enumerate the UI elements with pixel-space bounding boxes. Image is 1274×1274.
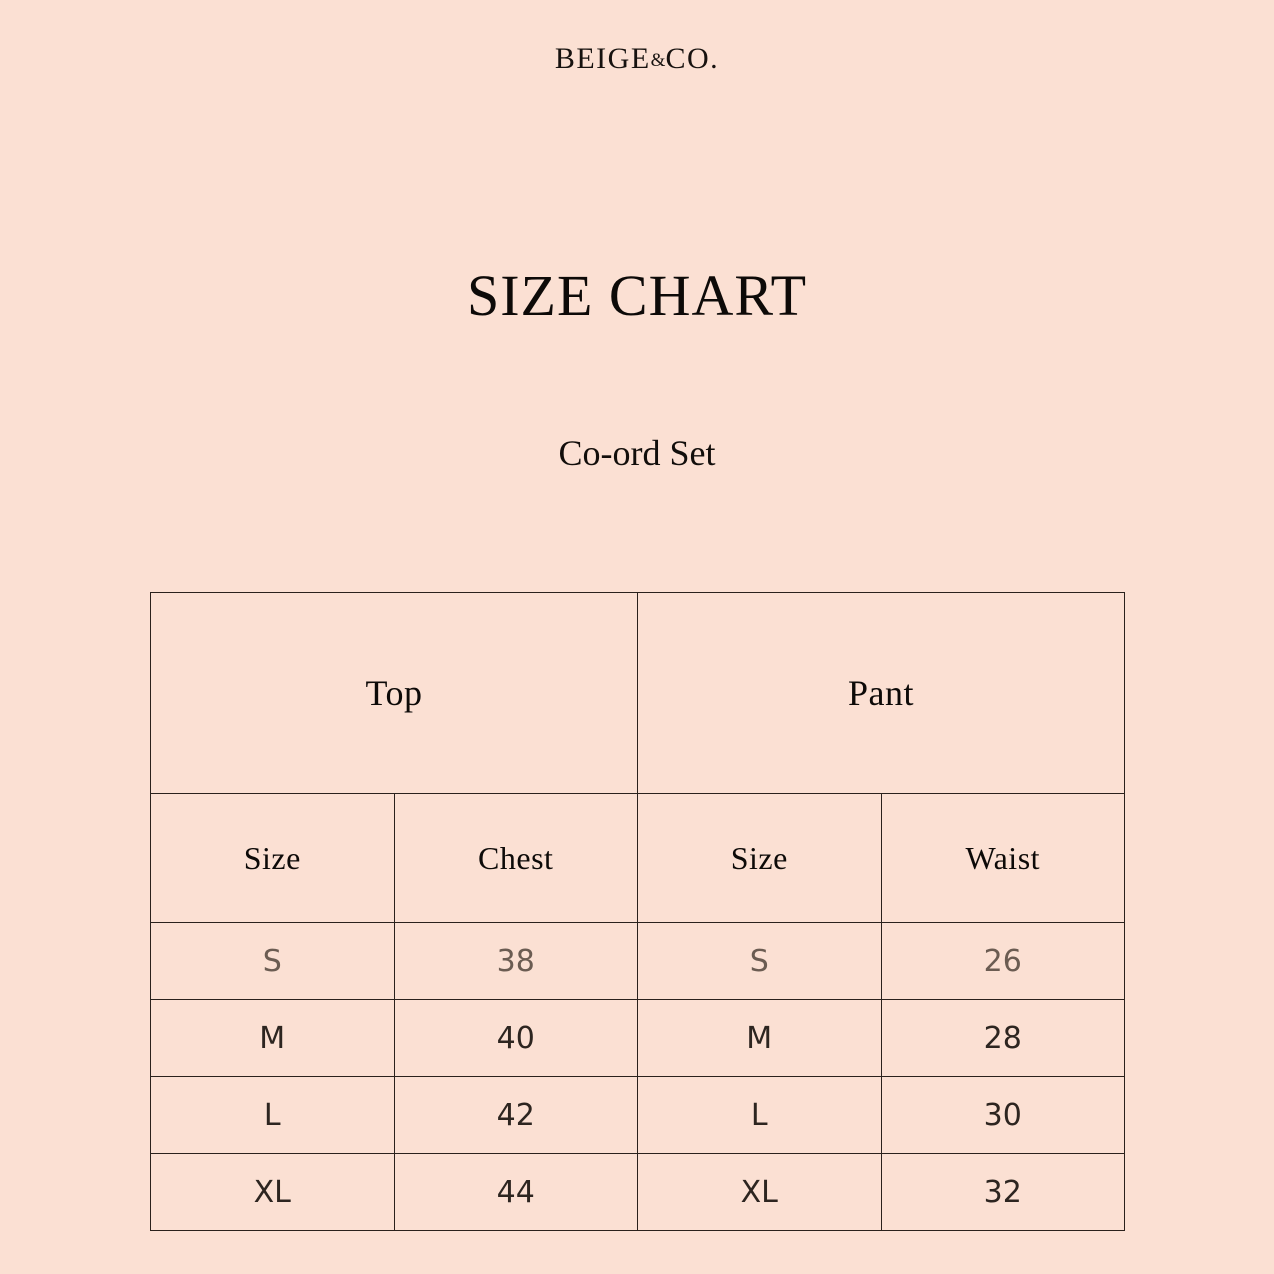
- brand-name-right: CO.: [665, 42, 720, 75]
- column-header-waist: Waist: [881, 794, 1125, 923]
- cell-waist: 32: [881, 1154, 1125, 1231]
- group-header-pant: Pant: [638, 593, 1125, 794]
- cell-top-size: XL: [151, 1154, 395, 1231]
- table-row: [151, 923, 1125, 1000]
- cell-waist: 26: [881, 923, 1125, 1000]
- cell-waist: 30: [881, 1077, 1125, 1154]
- cell-chest: 40: [394, 1000, 638, 1077]
- cell-pant-size: S: [638, 923, 882, 1000]
- page-subtitle: Co-ord Set: [558, 433, 716, 473]
- cell-top-size: M: [151, 1000, 395, 1077]
- group-header-top: Top: [151, 593, 638, 794]
- page-title: SIZE CHART: [466, 263, 808, 328]
- table-row: [151, 1000, 1125, 1077]
- cell-chest: 42: [394, 1077, 638, 1154]
- cell-pant-size: L: [638, 1077, 882, 1154]
- brand-logo: [0, 42, 1274, 76]
- size-chart-table: [150, 592, 1125, 1231]
- table-header-row: [151, 794, 1125, 923]
- cell-pant-size: XL: [638, 1154, 882, 1231]
- table-row: [151, 1154, 1125, 1231]
- table-group-row: [151, 593, 1125, 794]
- cell-chest: 38: [394, 923, 638, 1000]
- cell-pant-size: M: [638, 1000, 882, 1077]
- cell-waist: 28: [881, 1000, 1125, 1077]
- cell-top-size: L: [151, 1077, 395, 1154]
- column-header-top-size: Size: [151, 794, 395, 923]
- table-row: [151, 1077, 1125, 1154]
- cell-chest: 44: [394, 1154, 638, 1231]
- cell-top-size: S: [151, 923, 395, 1000]
- column-header-pant-size: Size: [638, 794, 882, 923]
- column-header-chest: Chest: [394, 794, 638, 923]
- brand-name-left: BEIGE: [554, 42, 651, 75]
- brand-ampersand: &: [650, 50, 666, 71]
